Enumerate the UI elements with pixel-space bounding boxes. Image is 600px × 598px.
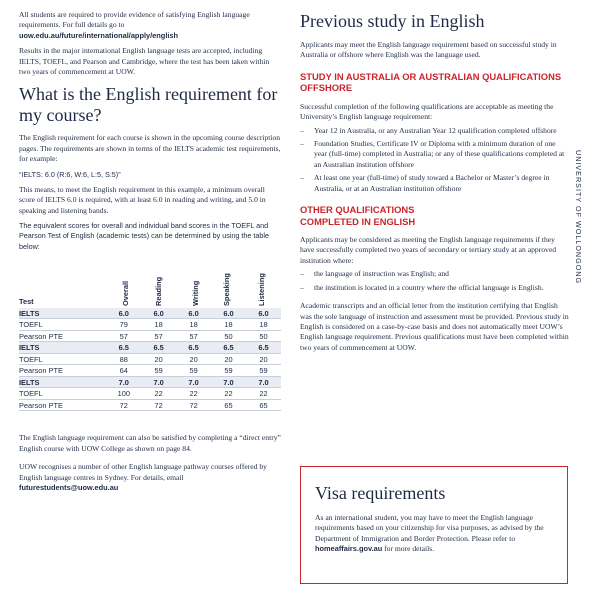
pathway-para: UOW recognises a number of other English language pathway courses offered by English language centres in Sydney. For details, email futurestudents@uow.edu.au bbox=[19, 462, 267, 493]
table-header-listening: Listening bbox=[257, 273, 267, 306]
table-cell: 59 bbox=[211, 365, 246, 377]
table-cell: 6.0 bbox=[141, 308, 176, 319]
table-cell: 7.0 bbox=[211, 376, 246, 388]
table-cell: 59 bbox=[141, 365, 176, 377]
table-row bbox=[19, 342, 281, 354]
table-header-writing: Writing bbox=[190, 280, 200, 306]
section-heading-english-requirement: What is the English requirement for my course? bbox=[19, 84, 278, 126]
table-cell: 22 bbox=[211, 388, 246, 400]
transcripts-para: Academic transcripts and an official letter from the institution certifying that English was the sole language of instruction and assessment must be provided. Previous study in English is considered on a case-by-case basis and does not automatically meet UOW’s English language requirement. Previous qualifications must have been completed within two years of commencement at UOW. bbox=[300, 301, 569, 352]
table-cell: IELTS bbox=[19, 342, 106, 354]
table-row bbox=[19, 308, 281, 319]
table-cell: 7.0 bbox=[246, 376, 281, 388]
table-cell: 22 bbox=[141, 388, 176, 400]
table-cell: 22 bbox=[176, 388, 211, 400]
table-row bbox=[19, 353, 281, 365]
table-cell: 65 bbox=[211, 399, 246, 411]
subheading-study-in-australia: STUDY IN AUSTRALIA OR AUSTRALIAN QUALIFICATIONS OFFSHORE bbox=[300, 70, 562, 94]
list-item: – Year 12 in Australia, or any Australian Year 12 qualification completed offshore bbox=[300, 125, 557, 135]
table-cell: 7.0 bbox=[176, 376, 211, 388]
table-cell: 50 bbox=[246, 330, 281, 342]
list-item: – the institution is located in a country where the official language is English. bbox=[300, 282, 544, 292]
qualifications-list bbox=[300, 126, 570, 194]
english-requirements-link[interactable]: uow.edu.au/future/international/apply/english bbox=[19, 30, 179, 40]
table-cell: 18 bbox=[246, 319, 281, 331]
previous-study-para: Applicants may meet the English language requirement based on successful study in Australia or offshore where English was the language used. bbox=[300, 40, 557, 60]
table-row bbox=[19, 330, 281, 342]
table-cell: 100 bbox=[106, 388, 141, 400]
table-cell: IELTS bbox=[19, 308, 106, 319]
table-row bbox=[19, 388, 281, 400]
table-cell: 57 bbox=[141, 330, 176, 342]
equivalent-scores-para: The equivalent scores for overall and individual band scores in the TOEFL and Pearson Test of English (academic tests) can be determined by using the table below: bbox=[19, 221, 269, 251]
section-heading-previous-study: Previous study in English bbox=[300, 11, 485, 31]
visa-heading: Visa requirements bbox=[315, 483, 446, 503]
requirement-para: The English requirement for each course is shown in the upcoming course description pages. The requirements are shown in terms of the IELTS academic test requirements, for example: bbox=[19, 133, 281, 164]
table-cell: 6.5 bbox=[176, 342, 211, 354]
table-cell: 6.5 bbox=[106, 342, 141, 354]
table-cell: 59 bbox=[246, 365, 281, 377]
list-item: – Foundation Studies, Certificate IV or Diploma with a minimum duration of one year (full-time) completed in Australia; or any of these qualifications completed at an Australian institution offshore bbox=[300, 139, 565, 169]
visa-requirements-box bbox=[300, 466, 568, 584]
homeaffairs-link[interactable]: homeaffairs.gov.au bbox=[315, 544, 383, 554]
table-header-row bbox=[19, 256, 281, 308]
table-row bbox=[19, 365, 281, 377]
table-cell: Pearson PTE bbox=[19, 330, 106, 342]
english-score-table bbox=[19, 256, 281, 412]
qualifications-para: Successful completion of the following qualifications are acceptable as meeting the University’s English language requirement: bbox=[300, 101, 554, 122]
right-column bbox=[300, 10, 570, 353]
table-cell: 20 bbox=[211, 353, 246, 365]
table-cell: 22 bbox=[246, 388, 281, 400]
table-cell: 18 bbox=[176, 319, 211, 331]
meaning-para: This means, to meet the English requirement in this example, a minimum overall score of IELTS 6.0 is required, with at least 6.0 in reading and writing, and 5.0 in speaking and listening bands. bbox=[19, 185, 266, 215]
table-header-speaking: Speaking bbox=[222, 273, 232, 306]
table-cell: Pearson PTE bbox=[19, 365, 106, 377]
table-cell: 18 bbox=[141, 319, 176, 331]
table-header-test: Test bbox=[19, 296, 34, 306]
left-column bbox=[19, 10, 281, 493]
table-cell: TOEFL bbox=[19, 388, 106, 400]
example-requirement: “IELTS: 6.0 (R:6, W:6, L:5, S:5)” bbox=[19, 169, 121, 179]
list-item: – At least one year (full-time) of study toward a Bachelor or Master’s degree in Australia, or at an Australian institution offshore bbox=[300, 173, 550, 193]
table-cell: 7.0 bbox=[106, 376, 141, 388]
table-cell: 50 bbox=[211, 330, 246, 342]
list-item: – the language of instruction was English; and bbox=[300, 269, 449, 279]
intro-text: All students are required to provide evidence of satisfying English language requirements. For full details go to uow.edu.au/future/international/apply/english bbox=[19, 10, 250, 40]
table-cell: 20 bbox=[176, 353, 211, 365]
table-cell: 6.5 bbox=[141, 342, 176, 354]
table-row bbox=[19, 376, 281, 388]
future-students-email-link[interactable]: futurestudents@uow.edu.au bbox=[19, 483, 119, 493]
table-row bbox=[19, 399, 281, 411]
table-cell: 88 bbox=[106, 353, 141, 365]
table-cell: 20 bbox=[246, 353, 281, 365]
university-side-label: UNIVERSITY OF WOLLONGONG bbox=[574, 150, 583, 285]
direct-entry-para: The English language requirement can also be satisfied by completing a “direct entry” English course with UOW College as shown on page 84. bbox=[19, 433, 281, 453]
table-cell: 79 bbox=[106, 319, 141, 331]
table-cell: 7.0 bbox=[141, 376, 176, 388]
table-cell: 59 bbox=[176, 365, 211, 377]
table-cell: 6.5 bbox=[246, 342, 281, 354]
table-header-reading: Reading bbox=[154, 276, 164, 306]
table-cell: 6.0 bbox=[106, 308, 141, 319]
table-cell: 72 bbox=[141, 399, 176, 411]
results-text: Results in the major international English language tests are accepted, including IELTS, TOEFL, and Pearson and Cambridge, where the test has been taken within two years of commencement at UOW. bbox=[19, 46, 270, 77]
table-cell: 72 bbox=[176, 399, 211, 411]
table-cell: 6.5 bbox=[211, 342, 246, 354]
table-cell: 6.0 bbox=[211, 308, 246, 319]
table-row bbox=[19, 319, 281, 331]
subheading-other-qualifications: OTHER QUALIFICATIONS COMPLETED IN ENGLISH bbox=[300, 204, 416, 227]
table-cell: IELTS bbox=[19, 376, 106, 388]
table-cell: 57 bbox=[176, 330, 211, 342]
other-qualifications-para: Applicants may be considered as meeting the English language requirements if they have successfully completed two years of secondary or tertiary study at an approved institution where: bbox=[300, 235, 556, 265]
table-cell: 6.0 bbox=[246, 308, 281, 319]
visa-text: As an international student, you may have to meet the English language requirements based on your citizenship for visa purposes, as advised by the Department of Immigration and Border Protection. Please refer to homeaffairs.gov.au for more details. bbox=[315, 513, 544, 554]
table-cell: 6.0 bbox=[176, 308, 211, 319]
table-cell: 18 bbox=[211, 319, 246, 331]
conditions-list bbox=[300, 269, 570, 293]
table-cell: TOEFL bbox=[19, 353, 106, 365]
table-cell: TOEFL bbox=[19, 319, 106, 331]
table-cell: 20 bbox=[141, 353, 176, 365]
table-cell: Pearson PTE bbox=[19, 399, 106, 411]
table-cell: 65 bbox=[246, 399, 281, 411]
table-header-overall: Overall bbox=[121, 280, 131, 306]
table-cell: 72 bbox=[106, 399, 141, 411]
table-cell: 57 bbox=[106, 330, 141, 342]
table-cell: 64 bbox=[106, 365, 141, 377]
